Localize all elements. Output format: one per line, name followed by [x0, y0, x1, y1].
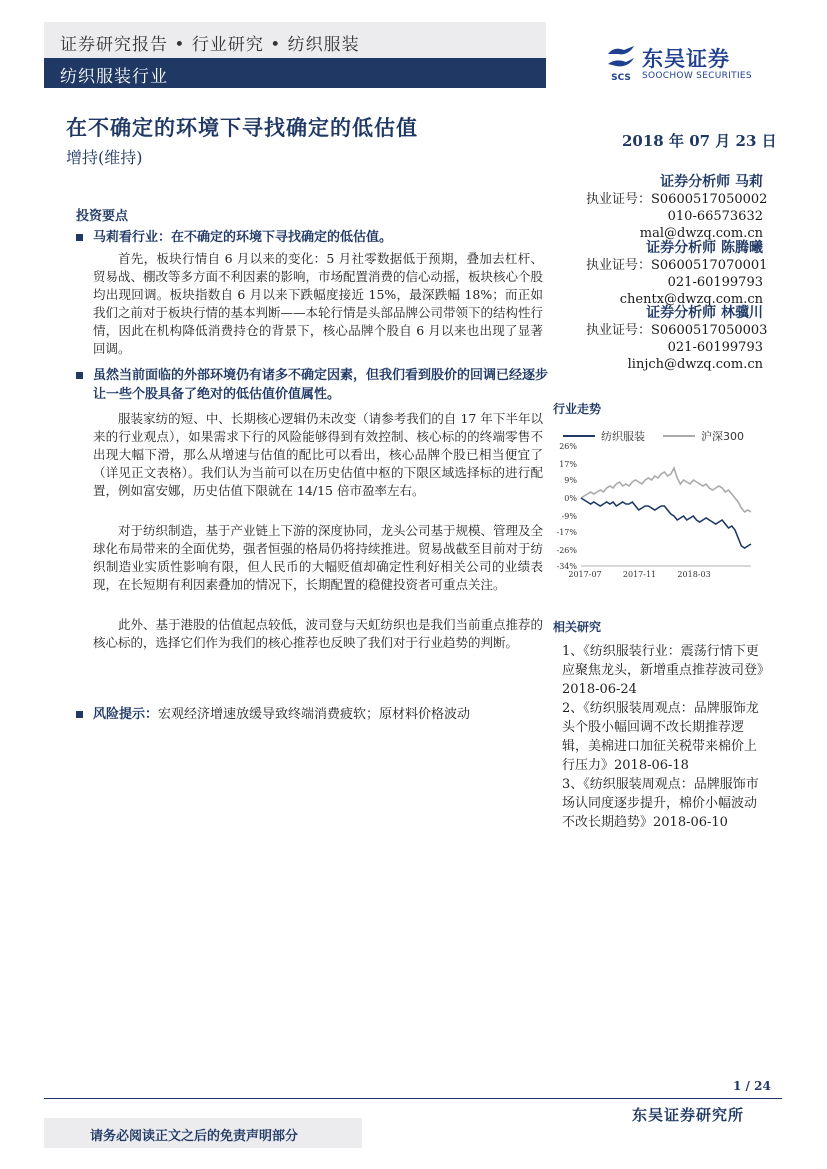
bullet-square-icon	[76, 234, 83, 241]
logo-mark-text: SCS	[611, 73, 631, 82]
x-tick-label: 2018-03	[677, 570, 711, 579]
y-tick-label: -26%	[556, 546, 577, 555]
y-tick-label: -17%	[556, 528, 577, 537]
analyst-name: 证券分析师 马莉	[660, 174, 763, 190]
rating: 增持(维持)	[66, 148, 143, 167]
brand-name-cn: 东吴证券	[642, 47, 730, 71]
analyst-block	[586, 240, 768, 308]
section-heading: 投资要点	[76, 209, 129, 224]
analyst-cert: 执业证号：S0600517070001	[586, 258, 768, 273]
analyst-block	[586, 174, 768, 242]
analyst-email: chentx@dwzq.com.cn	[619, 292, 763, 307]
analyst-email: linjch@dwzq.com.cn	[627, 357, 763, 372]
paragraph: 服装家纺的短、中、长期核心逻辑仍未改变（请参考我们的自 17 年下半年以来的行业观点），如果需求下行的风险能够得到有效控制、核心标的的终端零售不出现大幅下滑，那么从增速与估值的配比可以看出，核心品牌个股已相当便宜了（详见正文表格）。我们认为当前可以在历史估值中枢的下限区域选择标的进行配置，例如富安娜，历史估值下限就在 14/15 倍市盈率左右。	[93, 411, 543, 498]
paragraph: 首先，板块行情自 6 月以来的变化：5 月社零数据低于预期，叠加去杠杆、贸易战、棚改等多方面不利因素的影响，市场配置消费的信心动摇，板块核心个股均出现回调。板块指数自 6 月以来下跌幅度接近 15%，最深跌幅 18%；而正如我们之前对于板块行情的基本判断——本轮行情是头部品牌公司带领下的结构性行情，因此在机构降低消费持仓的背景下，核心品牌个股自 6 月以来也出现了显著回调。	[93, 251, 544, 356]
series-line-textile	[581, 498, 751, 548]
related-title: 相关研究	[553, 620, 602, 634]
bullet-square-icon	[76, 372, 83, 379]
trend-title: 行业走势	[553, 402, 602, 416]
x-tick-label: 2017-11	[622, 570, 657, 579]
key-point-2	[76, 366, 559, 404]
report-title: 在不确定的环境下寻找确定的低估值	[66, 115, 418, 140]
risk-text: 宏观经济增速放缓导致终端消费疲软；原材料价格波动	[158, 707, 471, 722]
soochow-logo-icon	[604, 44, 638, 86]
analyst-block	[586, 305, 768, 373]
analyst-name: 证券分析师 林骥川	[646, 305, 763, 321]
footer-divider	[44, 1098, 782, 1099]
related-item: 3、《纺织服装周观点：品牌服饰市场认同度逐步提升，棉价小幅波动不改长期趋势》2018-06-10	[562, 777, 759, 830]
disclaimer-note: 请务必阅读正文之后的免责声明部分	[90, 1129, 299, 1144]
page-number: 1 / 24	[733, 1079, 771, 1093]
institute-name: 东吴证券研究所	[632, 1106, 745, 1124]
analyst-name: 证券分析师 陈腾曦	[646, 240, 763, 256]
risk-label: 风险提示：	[93, 707, 159, 722]
bullet-square-icon	[76, 711, 83, 718]
key-point-1	[76, 228, 542, 247]
key-point-text: 虽然当前面临的外部环境仍有诸多不确定因素，但我们看到股价的回调已经逐步让一些个股具备了绝对的低估值价值属性。	[93, 368, 549, 402]
y-tick-label: -9%	[561, 512, 577, 521]
paragraph: 对于纺织制造，基于产业链上下游的深度协同，龙头公司基于规模、管理及全球化布局带来的全面优势，强者恒强的格局仍将持续推进。贸易战截至目前对于纺织制造业实质性影响有限，但人民币的大幅贬值却确定性利好相关公司的业绩表现，在长短期有利因素叠加的情况下，长期配置的稳健投资者可重点关注。	[93, 523, 544, 592]
brand-name-en: SOOCHOW SECURITIES	[642, 71, 752, 81]
analyst-cert: 执业证号：S0600517050002	[586, 192, 768, 207]
y-tick-label: 9%	[564, 476, 577, 485]
analyst-email: mal@dwzq.com.cn	[639, 226, 763, 241]
key-point-text: 马莉看行业：在不确定的环境下寻找确定的低估值。	[93, 230, 393, 245]
related-item: 1、《纺织服装行业：震荡行情下更应聚焦龙头，新增重点推荐波司登》2018-06-24	[562, 644, 764, 697]
series-line-hs300	[581, 468, 751, 512]
industry-label: 纺织服装行业	[60, 67, 168, 87]
industry-trend-chart	[553, 418, 765, 582]
related-item: 2、《纺织服装周观点：品牌服饰龙头个股小幅回调不改长期推荐逻辑，美棉进口加征关税带来棉价上行压力》2018-06-18	[562, 701, 759, 773]
analyst-phone: 021-60199793	[667, 340, 763, 355]
y-tick-label: 0%	[564, 494, 577, 503]
y-tick-label: 17%	[559, 460, 577, 469]
risk-warning	[76, 703, 470, 722]
breadcrumb: 证券研究报告 • 行业研究 • 纺织服装	[60, 35, 360, 55]
legend-label: 沪深300	[701, 430, 744, 443]
analyst-cert: 执业证号：S0600517050003	[586, 323, 768, 338]
paragraph: 此外、基于港股的估值起点较低，波司登与天虹纺织也是我们当前重点推荐的核心标的，选择它们作为我们的核心推荐也反映了我们对于行业趋势的判断。	[93, 617, 544, 650]
x-tick-label: 2017-07	[568, 570, 602, 579]
analyst-phone: 021-60199793	[667, 275, 763, 290]
y-tick-label: -34%	[556, 562, 577, 571]
analyst-phone: 010-66573632	[667, 209, 763, 224]
report-date: 2018 年 07 月 23 日	[622, 132, 777, 150]
chart-svg	[553, 418, 765, 582]
y-tick-label: 26%	[559, 442, 577, 451]
legend-label: 纺织服装	[601, 430, 645, 443]
